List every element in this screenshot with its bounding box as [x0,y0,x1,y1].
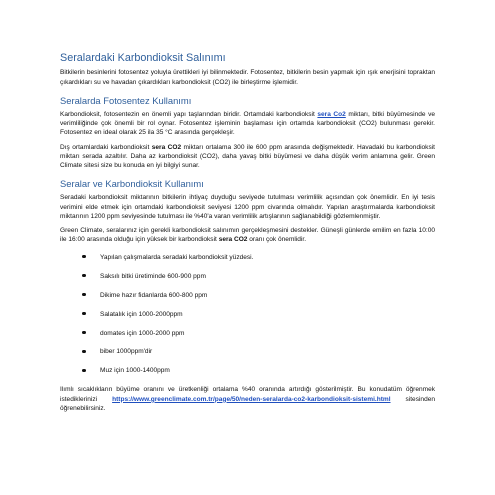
photosynthesis-paragraph-2: Dış ortamlardaki karbondioksit sera CO2 miktarı ortalama 300 ile 600 ppm arasında değişmektedir. Havadaki bu karbondioksit miktarı serada azaltılır. Daha az karbondioksit (CO2), daha yavaş bitki büyümesi ve daha düşük verim anlamına gelir. Green Climate sitesi size bu konuda en iyi bilgiyi sunar. [60,143,435,170]
list-item: domates için 1000-2000 ppm [82,329,435,338]
greenhouse-paragraph-1: Seradaki karbondioksit miktarının bitkilerin ihtiyaç duyduğu seviyede tutulması verimlilik açısından çok önemlidir. En iyi tesis verimini elde etmek için ortamdaki karbondioksit seviyesi 1200 ppm civarında olmalıdır. Yapılan araştırmalarda karbondioksit miktarının 1200 ppm seviyesinde tutulması ile %40'a varan verimlilik artışlarının sağlanabildiği gözlemlenmiştir. [60,194,435,220]
sera-co2-bold: sera CO2 [151,143,182,151]
bullet-icon [82,331,86,335]
list-item: Yapılan çalışmalarda seradaki karbondioksit yüzdesi. [82,253,435,262]
sera-co2-link[interactable]: sera Co2 [317,110,346,118]
closing-paragraph: Ilımlı sıcaklıkların büyüme oranını ve üretkenliği ortalama %40 oranında artırdığı gösterilmiştir. Bu konudatüm öğrenmek istediklerinizi https://www.greenclimate.com.tr/page/50/neden-seralarda-co2-karbondioksit-sistemi.html sitesinden öğrenebilirsiniz. [60,386,435,412]
bullet-icon [82,312,86,316]
bullet-icon [82,350,86,354]
greenhouse-paragraph-2: Green Climate, seralarınız için gerekli karbondioksit salınımın gerçekleşmesini destekler. Güneşli günlerde emilim en fazla 10:00 ile 16:00 arasında olduğu için yüksek bir karbondioksit sera CO2 oranı çok önemlidir. [60,227,435,244]
list-item: Dikime hazır fidanlarda 600-800 ppm [82,291,435,300]
list-item: Salatalık için 1000-2000ppm [82,310,435,319]
greenclimate-url-link[interactable]: https://www.greenclimate.com.tr/page/50/neden-seralarda-co2-karbondioksit-sistemi.html [112,395,391,403]
photosynthesis-paragraph-1: Karbondioksit, fotosentezin en önemli yapı taşlarından biridir. Ortamdaki karbondioksit sera Co2 miktarı, bitki büyümesinde ve verimliliğinde çok önemli bir rol oynar. Fotosentez işleminin başlaması için ortamda karbondioksit (CO2) bulunması gerekir. Fotosentez en ideal olarak 25 ila 35 °C arasında gerçekleşir. [60,110,435,137]
co2-levels-list [60,253,435,376]
document-title: Seralardaki Karbondioksit Salınımı [60,52,226,64]
intro-paragraph: Bitkilerin besinlerini fotosentez yoluyla ürettikleri iyi bilinmektedir. Fotosentez, bitkilerin besin yapmak için ışık enerjisini topraktan çıkardıkları su ve havadan çıkardıkları karbondioksit (CO2) ile birleştirme işlemidir. [60,69,435,86]
section-heading-photosynthesis: Seralarda Fotosentez Kullanımı [60,95,192,107]
sera-co2-bold-2: sera CO2 [218,236,248,244]
bullet-icon [82,369,86,373]
bullet-icon [82,293,86,297]
list-item: Saksılı bitki üretiminde 600-900 ppm [82,272,435,281]
list-item: biber 1000ppm'dir [82,347,435,356]
section-heading-greenhouse-co2: Seralar ve Karbondioksit Kullanımı [60,178,204,190]
list-item: Muz için 1000-1400ppm [82,366,435,375]
bullet-icon [82,274,86,278]
bullet-icon [82,255,86,259]
